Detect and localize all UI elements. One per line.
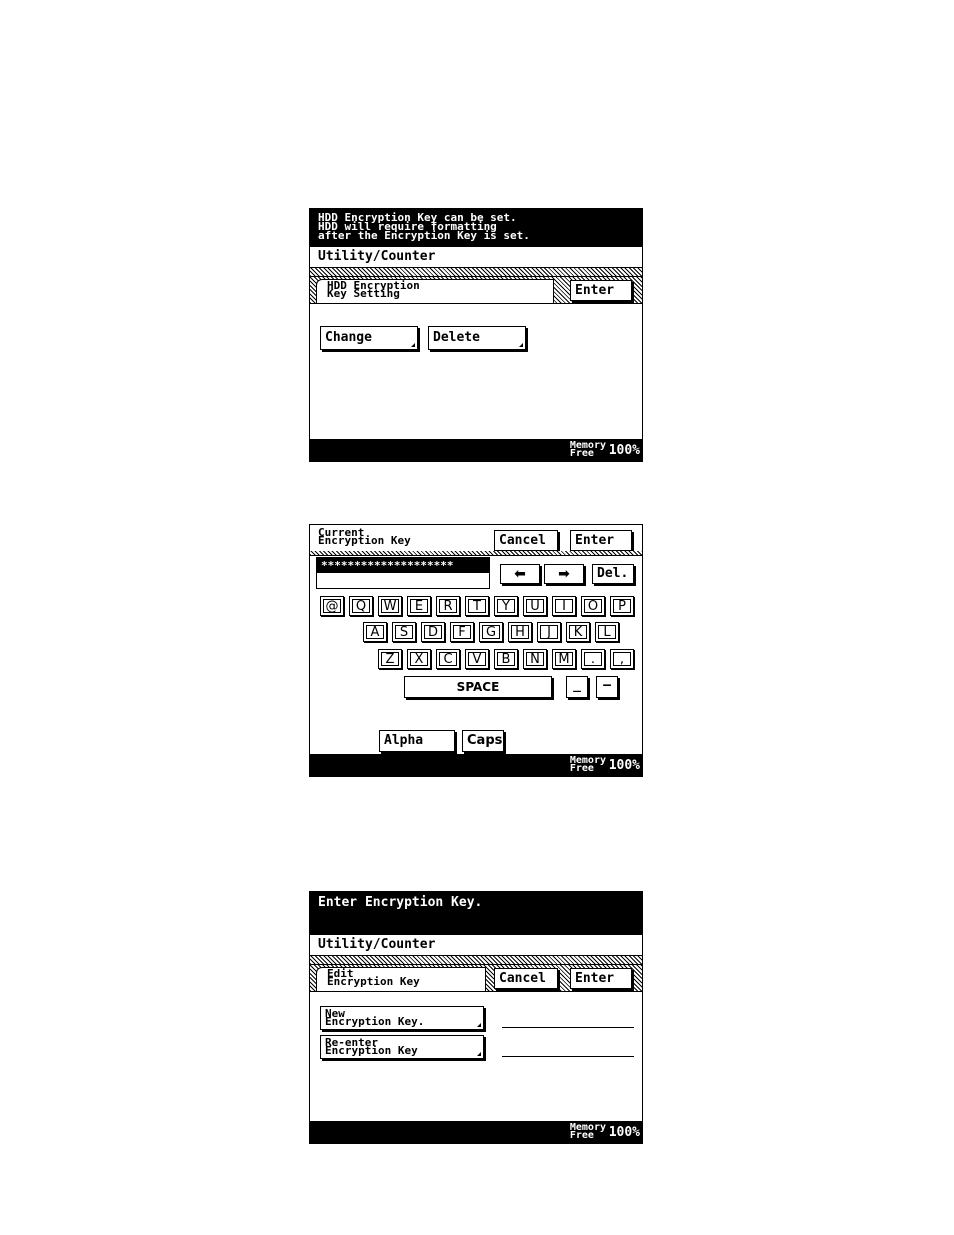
enter-button[interactable]: Enter (570, 280, 632, 301)
key-8[interactable] (610, 649, 634, 669)
message-bar: HDD Encryption Key can be set. HDD will require formatting after the Encryption Key is set. (310, 209, 642, 247)
key-7[interactable] (581, 649, 605, 669)
key-8[interactable] (552, 596, 576, 616)
key-label: S (395, 625, 413, 639)
key-5[interactable] (523, 649, 547, 669)
tab-edit-encryption-key: Edit Encryption Key (316, 967, 486, 991)
key-0[interactable] (320, 596, 344, 616)
memory-label: Memory Free (569, 1122, 606, 1141)
key-label: Q (352, 599, 370, 613)
key-label: Y (497, 599, 515, 613)
new-key-field[interactable] (502, 1027, 634, 1028)
memory-label: Memory Free (569, 755, 606, 774)
key-label: L (598, 625, 616, 639)
key-label: K (569, 625, 587, 639)
screen-edit-encryption-key (309, 891, 643, 1144)
key-label: H (511, 625, 529, 639)
key-label: C (439, 652, 457, 666)
enter-button[interactable]: Enter (570, 968, 632, 989)
underscore-key[interactable]: _ (566, 676, 588, 698)
key-7[interactable] (566, 622, 590, 642)
key-label: D (424, 625, 442, 639)
key-label: A (366, 625, 384, 639)
caps-button[interactable]: Caps (462, 730, 504, 752)
cancel-button[interactable]: Cancel (494, 968, 558, 989)
key-label: W (381, 599, 399, 613)
memory-label: Memory Free (569, 440, 606, 459)
key-label: P (613, 599, 631, 613)
key-label: B (497, 652, 515, 666)
key-3[interactable] (450, 622, 474, 642)
key-label: E (410, 599, 428, 613)
cursor-right-button[interactable] (544, 564, 584, 584)
key-label: M (555, 652, 573, 666)
key-6[interactable] (494, 596, 518, 616)
hatch-strip (310, 551, 642, 555)
new-encryption-key-button[interactable]: New Encryption Key. (320, 1006, 484, 1030)
enter-button[interactable]: Enter (570, 530, 632, 551)
key-label: U (526, 599, 544, 613)
key-1[interactable] (392, 622, 416, 642)
header-area (310, 525, 642, 556)
screen-current-key-keyboard (309, 524, 643, 777)
change-button[interactable]: Change (320, 326, 418, 350)
status-footer (310, 754, 642, 776)
key-1[interactable] (349, 596, 373, 616)
dash-key[interactable]: — (596, 676, 618, 698)
key-6[interactable] (537, 622, 561, 642)
tab-hdd-key-setting: HDD Encryption Key Setting (316, 279, 554, 303)
delete-char-button[interactable]: Del. (592, 564, 634, 584)
key-3[interactable] (465, 649, 489, 669)
key-1[interactable] (407, 649, 431, 669)
page-title: Utility/Counter (310, 935, 642, 956)
page-title: Utility/Counter (310, 247, 642, 268)
key-label: @ (323, 599, 341, 613)
hatch-divider (310, 956, 642, 965)
key-label: J (540, 625, 558, 639)
hatch-divider (310, 268, 642, 277)
message-bar: Enter Encryption Key. (310, 892, 642, 935)
cursor-left-button[interactable] (500, 564, 540, 584)
key-9[interactable] (581, 596, 605, 616)
key-4[interactable] (494, 649, 518, 669)
key-label: R (439, 599, 457, 613)
arrow-right-icon: ➡ (558, 566, 570, 582)
key-0[interactable] (378, 649, 402, 669)
memory-value: 100% (608, 758, 640, 773)
key-label: T (468, 599, 486, 613)
space-key[interactable]: SPACE (404, 676, 552, 698)
key-label: O (584, 599, 602, 613)
key-label: Z (381, 652, 399, 666)
key-2[interactable] (421, 622, 445, 642)
delete-button[interactable]: Delete (428, 326, 526, 350)
cancel-button[interactable]: Cancel (494, 530, 558, 551)
reenter-encryption-key-button[interactable]: Re-enter Encryption Key (320, 1035, 484, 1059)
memory-value: 100% (608, 1125, 640, 1140)
key-label: X (410, 652, 428, 666)
reenter-key-field[interactable] (502, 1056, 634, 1057)
key-input-field[interactable] (316, 557, 490, 589)
key-7[interactable] (523, 596, 547, 616)
sub-header (310, 965, 642, 992)
key-label: I (555, 599, 573, 613)
key-label: , (613, 652, 631, 666)
key-label: V (468, 652, 486, 666)
alpha-mode-button[interactable]: Alpha (379, 730, 455, 752)
key-label: G (482, 625, 500, 639)
header-label: Current Encryption Key (318, 526, 411, 547)
key-label: N (526, 652, 544, 666)
key-10[interactable] (610, 596, 634, 616)
key-4[interactable] (436, 596, 460, 616)
sub-header (310, 277, 642, 304)
status-footer (310, 1121, 642, 1143)
key-input-value: ******************** (317, 558, 489, 573)
status-footer (310, 439, 642, 461)
key-5[interactable] (465, 596, 489, 616)
key-label: . (584, 652, 602, 666)
key-8[interactable] (595, 622, 619, 642)
arrow-left-icon: ⬅ (514, 566, 526, 582)
key-2[interactable] (436, 649, 460, 669)
key-label: F (453, 625, 471, 639)
key-3[interactable] (407, 596, 431, 616)
key-4[interactable] (479, 622, 503, 642)
memory-value: 100% (608, 443, 640, 458)
key-6[interactable] (552, 649, 576, 669)
screen-hdd-key-setting (309, 208, 643, 462)
key-5[interactable] (508, 622, 532, 642)
key-2[interactable] (378, 596, 402, 616)
key-0[interactable] (363, 622, 387, 642)
